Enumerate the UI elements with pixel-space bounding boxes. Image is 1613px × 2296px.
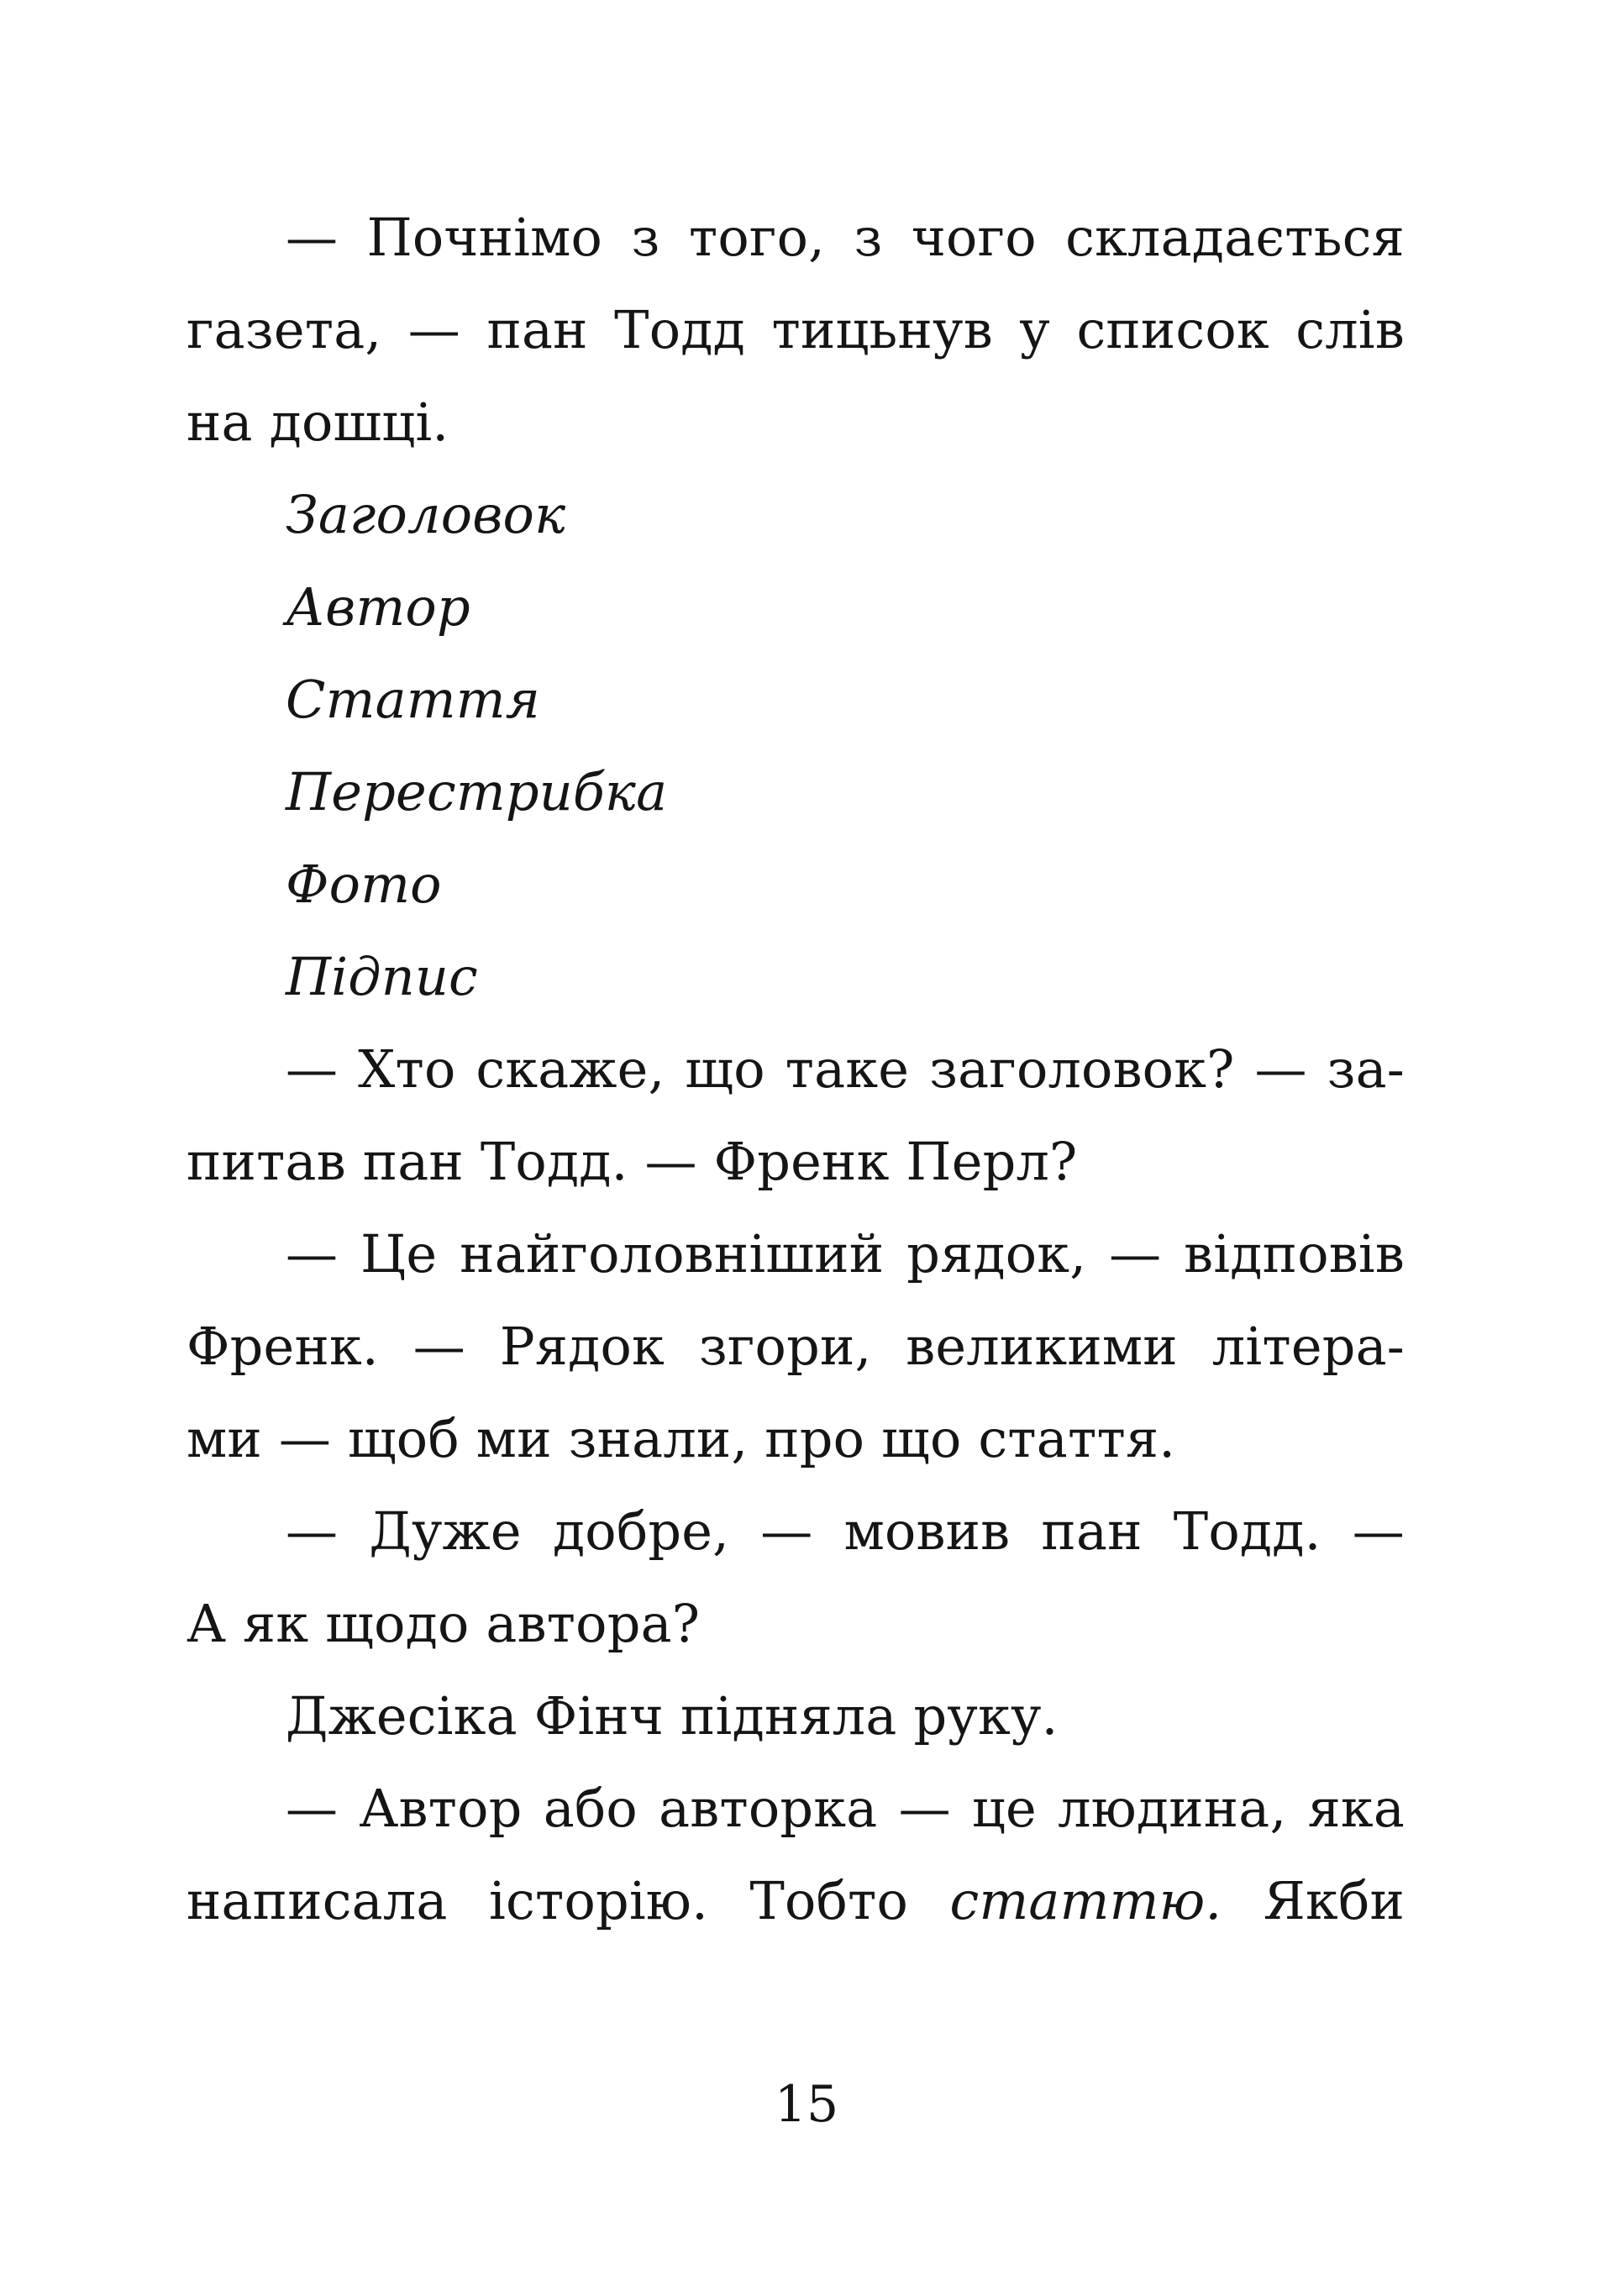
- text-line: — Почнімо з того, з чого складається: [286, 207, 1405, 268]
- text-line: питав пан Тодд. — Френк Перл?: [187, 1131, 1078, 1192]
- list-item: Заголовок: [286, 484, 566, 545]
- list-item: Підпис: [286, 946, 478, 1007]
- text-line: Джесіка Фінч підняла руку.: [286, 1685, 1059, 1747]
- text-line: на дошці.: [187, 391, 449, 453]
- text-line: А як щодо автора?: [187, 1593, 701, 1654]
- body-text: [187, 192, 1405, 1947]
- text-line: — Це найголовніший рядок, — відповів: [286, 1223, 1405, 1285]
- text-line: — Автор або авторка — це людина, яка: [286, 1778, 1405, 1839]
- text-line: Френк. — Рядок згори, великими літера-: [187, 1316, 1405, 1377]
- page-number: 15: [774, 2075, 839, 2134]
- emphasized-word: статтю.: [949, 1870, 1222, 1931]
- list-item: Перестрибка: [286, 761, 668, 822]
- text-line: написала історію. Тобто статтю. Якби: [187, 1855, 1405, 1947]
- text-line: — Дуже добре, — мовив пан Тодд. —: [286, 1500, 1405, 1562]
- text-line: — Хто скаже, що таке заголовок? — за-: [286, 1038, 1405, 1100]
- text-line: газета, — пан Тодд тицьнув у список слів: [187, 299, 1405, 360]
- text-line: ми — щоб ми знали, про що стаття.: [187, 1408, 1176, 1469]
- list-item: Фото: [286, 854, 442, 915]
- list-item: Автор: [286, 576, 470, 638]
- list-item: Стаття: [286, 669, 541, 730]
